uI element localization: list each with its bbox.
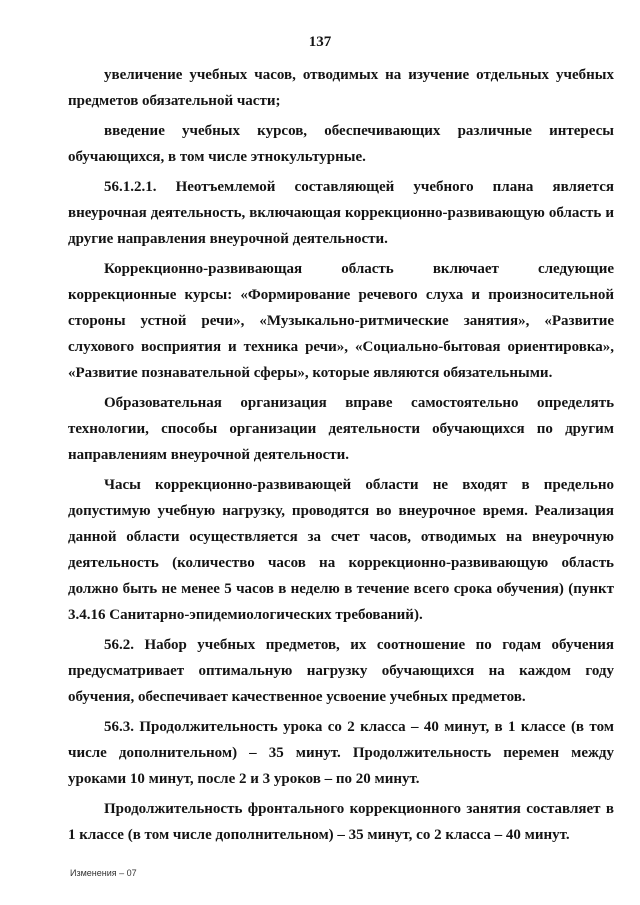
paragraph-organization-rights: Образовательная организация вправе самостоятельно определять технологии, способы организации деятельности обучающихся по другим направлениям внеурочной деятельности. bbox=[68, 395, 614, 463]
paragraph-courses: введение учебных курсов, обеспечивающих различные интересы обучающихся, в том числе этнокультурные. bbox=[68, 123, 614, 165]
paragraph-56-3: 56.3. Продолжительность урока со 2 класса – 40 минут, в 1 классе (в том числе дополнительном) – 35 минут. Продолжительность перемен между уроками 10 минут, после 2 и 3 уроков – по 20 минут. bbox=[68, 719, 614, 787]
page-footer: Изменения – 07 bbox=[70, 868, 137, 878]
page-body bbox=[68, 62, 614, 848]
page-number: 137 bbox=[308, 34, 332, 50]
paragraph-correction-area: Коррекционно-развивающая область включает следующие коррекционные курсы: «Формирование речевого слуха и произносительной стороны устной речи», «Музыкально-ритмические занятия», «Развитие слухового восприятия и техника речи», «Социально-бытовая ориентировка», «Развитие познавательной сферы», которые являются обязательными. bbox=[68, 261, 614, 381]
paragraph-frontal-session: Продолжительность фронтального коррекционного занятия составляет в 1 классе (в том числе дополнительном) – 35 минут, со 2 класса – 40 минут. bbox=[68, 801, 614, 843]
paragraph-56-2: 56.2. Набор учебных предметов, их соотношение по годам обучения предусматривает оптимальную нагрузку обучающихся на каждом году обучения, обеспечивает качественное усвоение учебных предметов. bbox=[68, 637, 614, 705]
paragraph-56-1-2-1: 56.1.2.1. Неотъемлемой составляющей учебного плана является внеурочная деятельность, включающая коррекционно-развивающую область и другие направления внеурочной деятельности. bbox=[68, 179, 614, 247]
paragraph-correction-hours: Часы коррекционно-развивающей области не входят в предельно допустимую учебную нагрузку, проводятся во внеурочное время. Реализация данной области осуществляется за счет часов, отводимых на внеурочную деятельность (количество часов на коррекционно-развивающую область должно быть не менее 5 часов в неделю в течение всего срока обучения) (пункт 3.4.16 Санитарно-эпидемиологических требований). bbox=[68, 477, 614, 623]
paragraph-subject-hours: увеличение учебных часов, отводимых на изучение отдельных учебных предметов обязательной части; bbox=[68, 67, 614, 109]
